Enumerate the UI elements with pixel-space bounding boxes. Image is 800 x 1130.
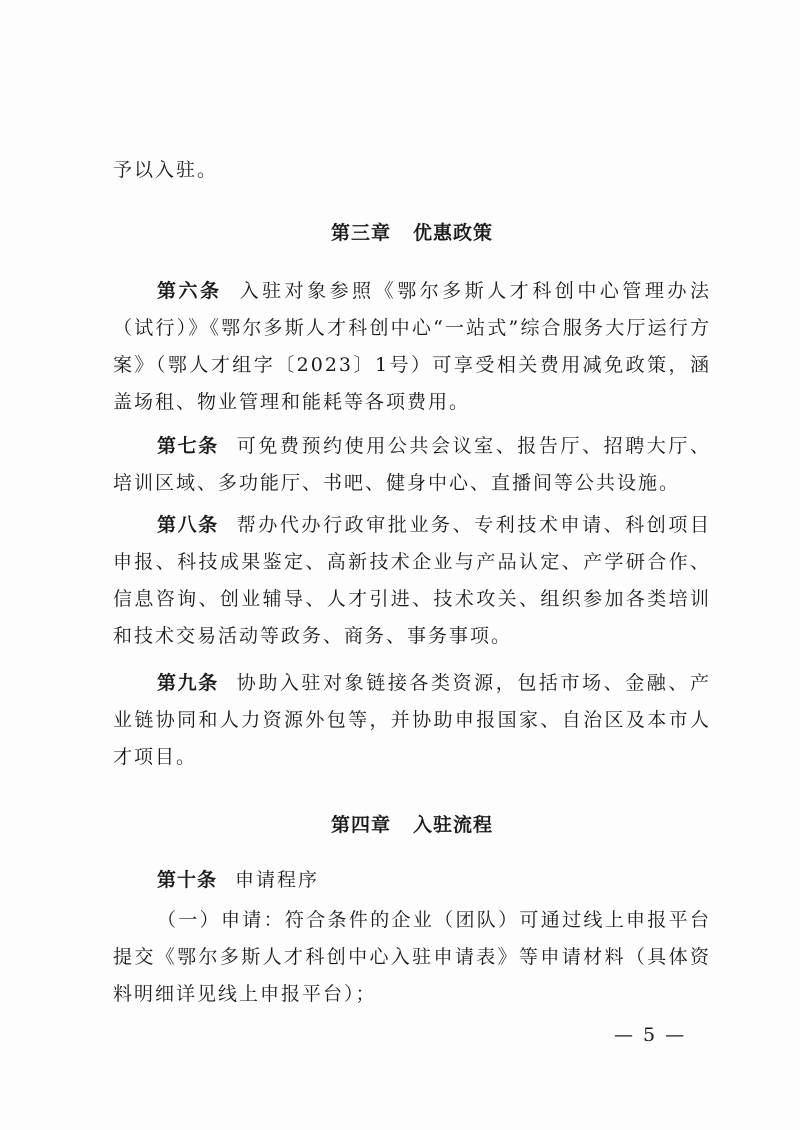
- article-seven-text: 可免费预约使用公共会议室、报告厅、招聘大厅、培训区域、多功能厅、书吧、健身中心、直播间等公共设施。: [113, 435, 711, 494]
- article-six: [113, 273, 711, 421]
- chapter-four-title: 入驻流程: [413, 814, 494, 836]
- article-nine: [113, 665, 711, 776]
- article-seven: [113, 428, 711, 502]
- article-nine-text: 协助入驻对象链接各类资源，包括市场、金融、产业链协同和人力资源外包等，并协助申报国家、自治区及本市人才项目。: [113, 672, 711, 768]
- article-ten-label: 第十条: [157, 869, 218, 891]
- chapter-three-title: 优惠政策: [413, 222, 494, 244]
- item-one: [113, 902, 711, 1013]
- page-number: — 5 —: [614, 1024, 687, 1046]
- article-eight: [113, 507, 711, 655]
- chapter-three-number: 第三章: [330, 222, 391, 244]
- article-six-label: 第六条: [157, 280, 222, 302]
- item-one-text: （一）申请：符合条件的企业（团队）可通过线上申报平台提交《鄂尔多斯人才科创中心入驻申请表》等申请材料（具体资料明细详见线上申报平台）；: [113, 909, 711, 1005]
- article-ten-text: 申请程序: [235, 869, 320, 891]
- article-eight-label: 第八条: [157, 514, 219, 536]
- continuation-paragraph: [113, 152, 711, 189]
- article-eight-text: 帮办代办行政审批业务、专利技术申请、科创项目申报、科技成果鉴定、高新技术企业与产品认定、产学研合作、信息咨询、创业辅导、人才引进、技术攻关、组织参加各类培训和技术交易活动等政务、商务、事务事项。: [113, 514, 711, 647]
- article-ten: [113, 862, 711, 899]
- continuation-text: 予以入驻。: [113, 159, 219, 181]
- chapter-four-number: 第四章: [330, 814, 391, 836]
- article-six-text: 入驻对象参照《鄂尔多斯人才科创中心管理办法（试行）》《鄂尔多斯人才科创中心“一站式”综合服务大厅运行方案》（鄂人才组字〔2023〕1号）可享受相关费用减免政策，涵盖场租、物业管理和能耗等各项费用。: [113, 280, 711, 413]
- chapter-three-heading: [113, 218, 711, 245]
- chapter-four-heading: [113, 810, 711, 837]
- article-seven-label: 第七条: [157, 435, 219, 457]
- article-nine-label: 第九条: [157, 672, 219, 694]
